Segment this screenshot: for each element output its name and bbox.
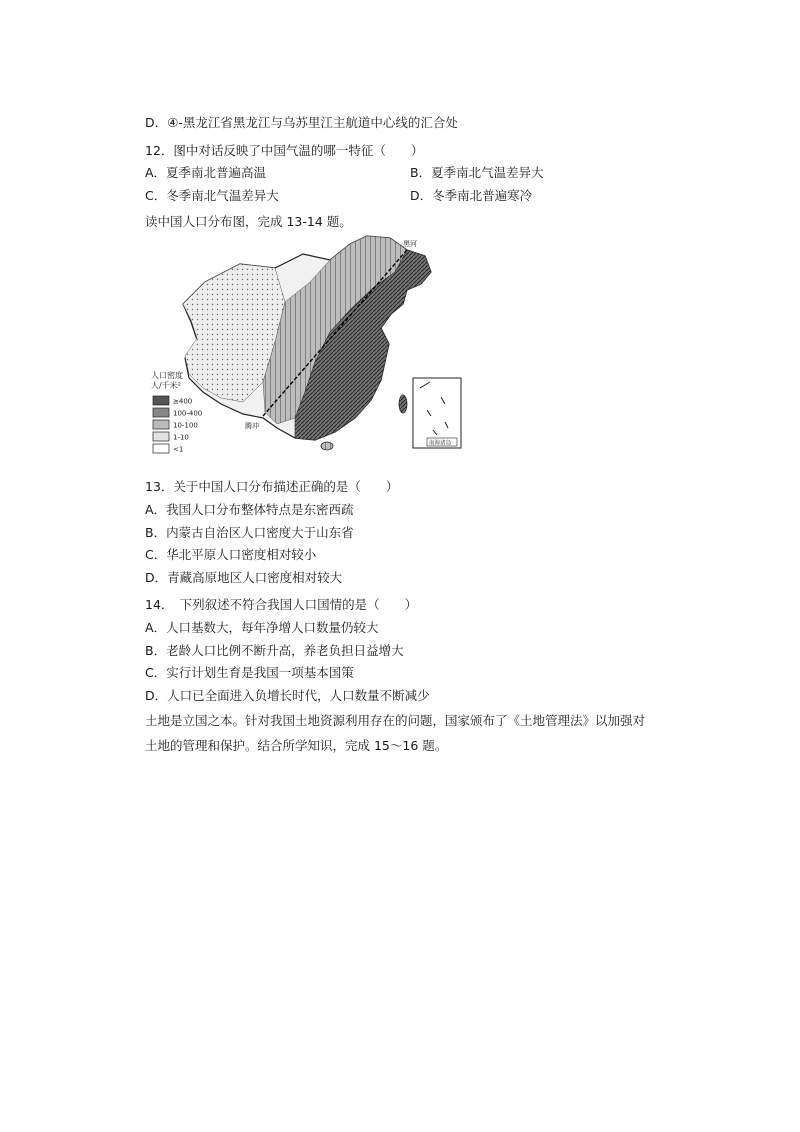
legend-title: 人口密度 [151, 371, 183, 380]
legend-label: 100-400 [173, 409, 203, 418]
q13-option-d: D．青藏高原地区人口密度相对较大 [145, 570, 343, 585]
legend-swatch [153, 396, 169, 405]
legend-unit: 人/千米² [151, 381, 181, 390]
legend-label: 1-10 [173, 433, 189, 442]
q13-option-c: C．华北平原人口密度相对较小 [145, 547, 317, 562]
taiwan-island [399, 395, 407, 413]
intro-15-16-line1: 土地是立国之本。针对我国土地资源利用存在的问题，国家颁布了《土地管理法》以加强对 [145, 713, 646, 728]
q13-option-b: B．内蒙古自治区人口密度大于山东省 [145, 525, 354, 540]
q12-option-c: C．冬季南北气温差异大 [145, 188, 279, 203]
label-inset: 南海诸岛 [429, 440, 452, 447]
china-population-map [145, 232, 465, 464]
inset-box [413, 378, 461, 448]
legend-label: 10-100 [173, 421, 198, 430]
legend-swatch [153, 408, 169, 417]
q13-question: 13．关于中国人口分布描述正确的是（ ） [145, 479, 399, 494]
hainan-island [321, 442, 333, 450]
label-tengchong: 腾冲 [245, 422, 259, 430]
q14-option-a: A．人口基数大，每年净增人口数量仍较大 [145, 620, 379, 635]
q11-option-d: D．④-黑龙江省黑龙江与乌苏里江主航道中心线的汇合处 [145, 115, 458, 130]
legend-label: ≥400 [173, 397, 193, 406]
q12-option-a: A．夏季南北普遍高温 [145, 165, 267, 180]
q14-option-b: B．老龄人口比例不断升高，养老负担日益增大 [145, 643, 404, 658]
legend-label: <1 [173, 445, 184, 454]
q13-option-a: A．我国人口分布整体特点是东密西疏 [145, 502, 354, 517]
legend-swatch [153, 432, 169, 441]
q14-option-d: D．人口已全面进入负增长时代，人口数量不断减少 [145, 688, 430, 703]
q12-option-b: B．夏季南北气温差异大 [410, 165, 544, 180]
q12-question: 12．图中对话反映了中国气温的哪一特征（ ） [145, 143, 424, 158]
intro-15-16-line2: 土地的管理和保护。结合所学知识，完成 15～16 题。 [145, 738, 448, 753]
intro-13-14: 读中国人口分布图，完成 13-14 题。 [145, 214, 352, 229]
q12-option-d: D．冬季南北普遍寒冷 [410, 188, 533, 203]
label-heihe: 黑河 [403, 240, 417, 248]
q14-question: 14． 下列叙述不符合我国人口国情的是（ ） [145, 597, 418, 612]
legend-swatch [153, 420, 169, 429]
q14-option-c: C．实行计划生育是我国一项基本国策 [145, 665, 354, 680]
legend-swatch [153, 444, 169, 453]
